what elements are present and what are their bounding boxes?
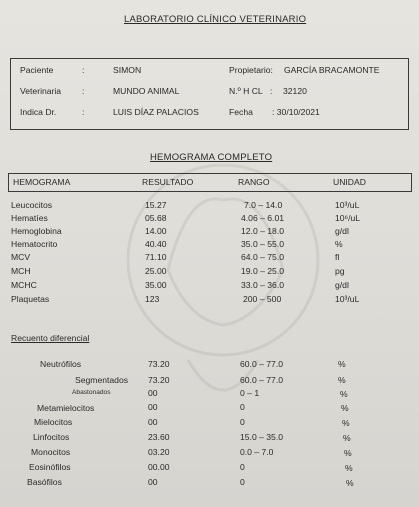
lab-title: LABORATORIO CLÍNICO VETERINARIO — [124, 14, 307, 25]
hemo-row-name: Hemoglobina — [11, 226, 62, 236]
hemo-row-range: 19.0 – 25.0 — [241, 266, 285, 276]
hemo-row-result: 35.00 — [145, 280, 167, 290]
col-header-hemograma: HEMOGRAMA — [13, 177, 71, 187]
hemo-row-result: 123 — [145, 294, 160, 304]
dif-row-range: 60.0 – 77.0 — [240, 359, 284, 369]
dif-row-result: 23.60 — [148, 432, 170, 442]
fecha-label: Fecha — [229, 107, 253, 117]
hemo-row-result: 25.00 — [145, 266, 167, 276]
dif-row-result: 00 — [148, 402, 158, 412]
dif-row-unit: % — [340, 389, 348, 399]
dif-row-result: 03.20 — [148, 447, 170, 457]
nhcl-label: N.º H CL — [229, 86, 263, 96]
hemo-row-range: 7.0 – 14.0 — [244, 200, 283, 210]
watermark-logo-icon — [98, 120, 348, 460]
hemo-row-name: MCH — [11, 266, 31, 276]
fecha-value: : 30/10/2021 — [272, 107, 320, 117]
dif-row-name: Linfocitos — [33, 432, 70, 442]
paciente-colon: : — [82, 65, 85, 75]
hemo-row-result: 71.10 — [145, 252, 167, 262]
dif-row-name: Abastonados — [72, 389, 111, 396]
hemo-row-range: 12.0 – 18.0 — [241, 226, 285, 236]
hemo-row-unit: 10³/uL — [335, 294, 360, 304]
dif-row-name: Neutrófilos — [40, 359, 82, 369]
dif-row-range: 0 — [240, 417, 245, 427]
dif-row-range: 0 — [240, 462, 245, 472]
dif-row-result: 73.20 — [148, 359, 170, 369]
dif-row-unit: % — [344, 448, 352, 458]
veterinaria-value: MUNDO ANIMAL — [113, 86, 180, 96]
col-header-rango: RANGO — [238, 177, 270, 187]
hemo-row-range: 200 – 500 — [243, 294, 282, 304]
col-header-unidad: UNIDAD — [333, 177, 366, 187]
indica-colon: : — [82, 107, 85, 117]
hemo-row-result: 40.40 — [145, 239, 167, 249]
hemo-row-name: Hematíes — [11, 213, 48, 223]
dif-row-range: 60.0 – 77.0 — [240, 375, 284, 385]
hemo-row-name: MCV — [11, 252, 31, 262]
col-header-resultado: RESULTADO — [142, 177, 194, 187]
paciente-value: SIMON — [113, 65, 142, 75]
hemo-row-range: 35.0 – 55.0 — [241, 239, 285, 249]
dif-row-unit: % — [338, 359, 346, 369]
dif-row-name: Segmentados — [75, 375, 129, 385]
dif-row-result: 00.00 — [148, 462, 170, 472]
hemo-row-unit: 10³/uL — [335, 200, 360, 210]
hemo-row-unit: g/dl — [335, 280, 349, 290]
hemo-row-range: 4.06 – 6.01 — [241, 213, 285, 223]
indica-label: Indica Dr. — [20, 107, 57, 117]
dif-row-name: Mielocitos — [34, 417, 73, 427]
dif-row-range: 0 – 1 — [240, 388, 260, 398]
propietario-value: GARCÍA BRACAMONTE — [284, 65, 380, 75]
propietario-label: Propietario: — [229, 65, 273, 75]
hemo-row-range: 64.0 – 75.0 — [241, 252, 285, 262]
dif-row-unit: % — [346, 478, 354, 488]
dif-row-name: Metamielocitos — [37, 403, 95, 413]
diferencial-section-title: Recuento diferencial — [11, 333, 90, 343]
dif-row-result: 00 — [148, 417, 158, 427]
hemo-row-name: Hematocrito — [11, 239, 58, 249]
hemo-row-result: 14.00 — [145, 226, 167, 236]
hemo-row-unit: pg — [335, 266, 345, 276]
dif-row-range: 0.0 – 7.0 — [240, 447, 274, 457]
veterinaria-label: Veterinaria — [20, 86, 62, 96]
hemo-row-name: MCHC — [11, 280, 37, 290]
paciente-label: Paciente — [20, 65, 54, 75]
dif-row-result: 00 — [148, 388, 158, 398]
dif-row-unit: % — [342, 418, 350, 428]
dif-row-range: 0 — [240, 402, 245, 412]
hemo-row-result: 05.68 — [145, 213, 167, 223]
hemo-row-unit: % — [335, 239, 343, 249]
veterinaria-colon: : — [82, 86, 85, 96]
dif-row-unit: % — [345, 463, 353, 473]
hemo-row-unit: g/dl — [335, 226, 349, 236]
hemo-row-unit: 10⁶/uL — [335, 213, 361, 223]
dif-row-name: Eosinófilos — [29, 462, 71, 472]
nhcl-value: 32120 — [283, 86, 307, 96]
hemo-row-result: 15.27 — [145, 200, 167, 210]
dif-row-unit: % — [341, 403, 349, 413]
dif-row-unit: % — [338, 375, 346, 385]
dif-row-name: Basófilos — [27, 477, 62, 487]
dif-row-range: 0 — [240, 477, 245, 487]
dif-row-range: 15.0 – 35.0 — [240, 432, 284, 442]
dif-row-result: 00 — [148, 477, 158, 487]
hemo-row-unit: fl — [335, 252, 340, 262]
dif-row-result: 73.20 — [148, 375, 170, 385]
nhcl-colon: : — [270, 86, 273, 96]
hemograma-section-title: HEMOGRAMA COMPLETO — [150, 152, 273, 163]
hemo-row-name: Leucocitos — [11, 200, 53, 210]
dif-row-name: Monocitos — [31, 447, 71, 457]
dif-row-unit: % — [343, 433, 351, 443]
hemo-row-range: 33.0 – 36.0 — [241, 280, 285, 290]
indica-value: LUIS DÍAZ PALACIOS — [113, 107, 199, 117]
hemo-row-name: Plaquetas — [11, 294, 50, 304]
